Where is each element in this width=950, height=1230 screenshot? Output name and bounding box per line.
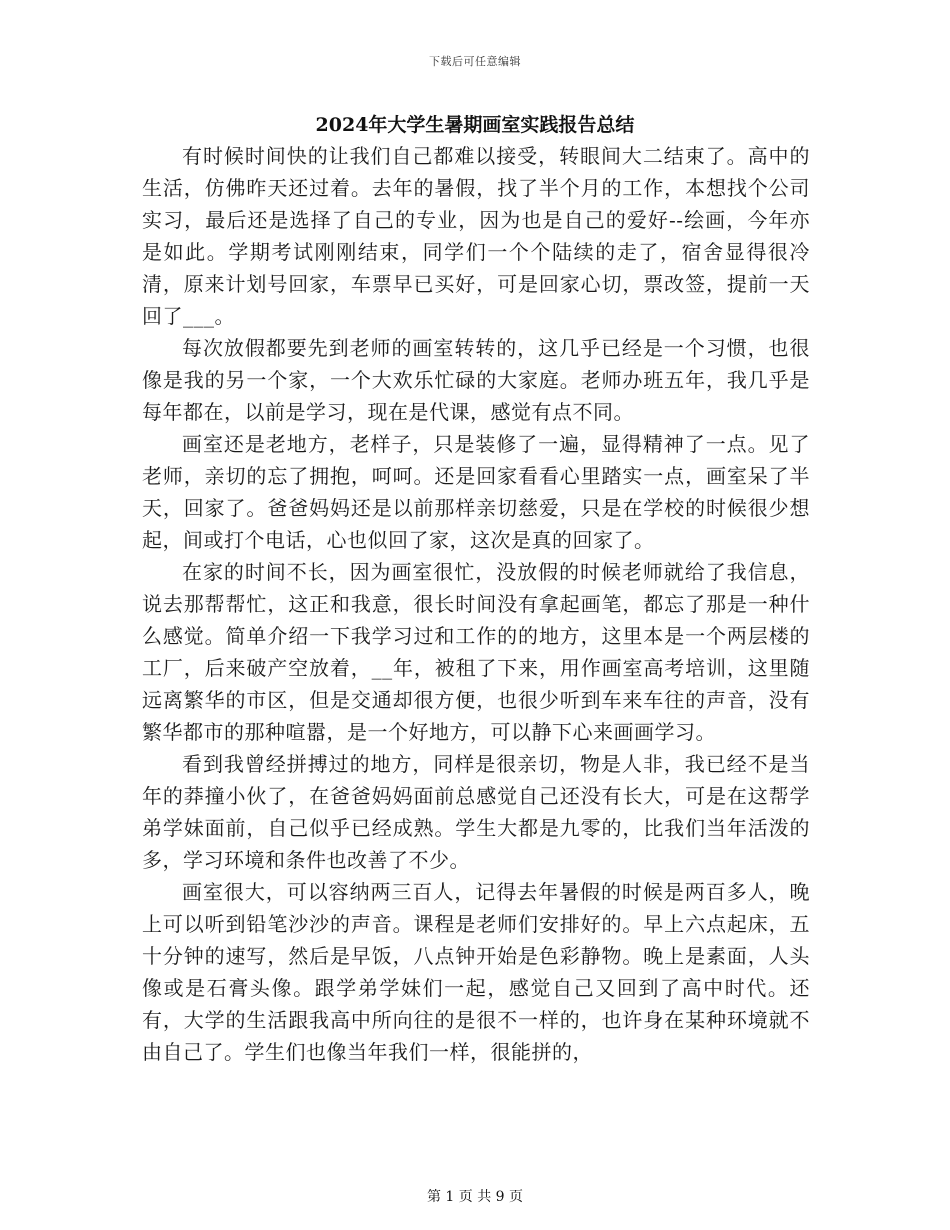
header-note: 下载后可任意编辑: [429, 55, 521, 68]
paragraph-1: 有时候时间快的让我们自己都难以接受，转眼间大二结束了。高中的生活，仿佛昨天还过着。去年的暑假，找了半个月的工作，本想找个公司实习，最后还是选择了自己的专业，因为也是自己的爱好--绘画，今年亦是如此。学期考试刚刚结束，同学们一个个陆续的走了，宿舍显得很冷清，原来计划号回家，车票早已买好，可是回家心切，票改签，提前一天回了___。: [142, 144, 810, 328]
paragraph-3: 画室还是老地方，老样子，只是装修了一遍，显得精神了一点。见了老师，亲切的忘了拥抱，呵呵。还是回家看看心里踏实一点，画室呆了半天，回家了。爸爸妈妈还是以前那样亲切慈爱，只是在学校的时候很少想起，间或打个电话，心也似回了家，这次是真的回家了。: [142, 432, 810, 552]
paragraph-4: 在家的时间不长，因为画室很忙，没放假的时候老师就给了我信息，说去那帮帮忙，这正和我意，很长时间没有拿起画笔，都忘了那是一种什么感觉。简单介绍一下我学习过和工作的的地方，这里本是一个两层楼的工厂，后来破产空放着，__年，被租了下来，用作画室高考培训，这里随远离繁华的市区，但是交通却很方便，也很少听到车来车往的声音，没有繁华都市的那种喧嚣，是一个好地方，可以静下心来画画学习。: [142, 560, 810, 744]
document-body: [142, 140, 810, 1068]
paragraph-6: 画室很大，可以容纳两三百人，记得去年暑假的时候是两百多人，晚上可以听到铅笔沙沙的声音。课程是老师们安排好的。早上六点起床，五十分钟的速写，然后是早饭，八点钟开始是色彩静物。晚上是素面，人头像或是石膏头像。跟学弟学妹们一起，感觉自己又回到了高中时代。还有，大学的生活跟我高中所向往的是很不一样的，也许身在某种环境就不由自己了。学生们也像当年我们一样，很能拼的，: [142, 880, 810, 1064]
paragraph-2: 每次放假都要先到老师的画室转转的，这几乎已经是一个习惯，也很像是我的另一个家，一个大欢乐忙碌的大家庭。老师办班五年，我几乎是每年都在，以前是学习，现在是代课，感觉有点不同。: [142, 336, 810, 424]
paragraph-5: 看到我曾经拼搏过的地方，同样是很亲切，物是人非，我已经不是当年的莽撞小伙了，在爸爸妈妈面前总感觉自己还没有长大，可是在这帮学弟学妹面前，自己似乎已经成熟。学生大都是九零的，比我们当年活泼的多，学习环境和条件也改善了不少。: [142, 752, 810, 872]
page-number: 第 1 页 共 9 页: [426, 1189, 524, 1205]
document-title: 2024年大学生暑期画室实践报告总结: [315, 114, 635, 136]
